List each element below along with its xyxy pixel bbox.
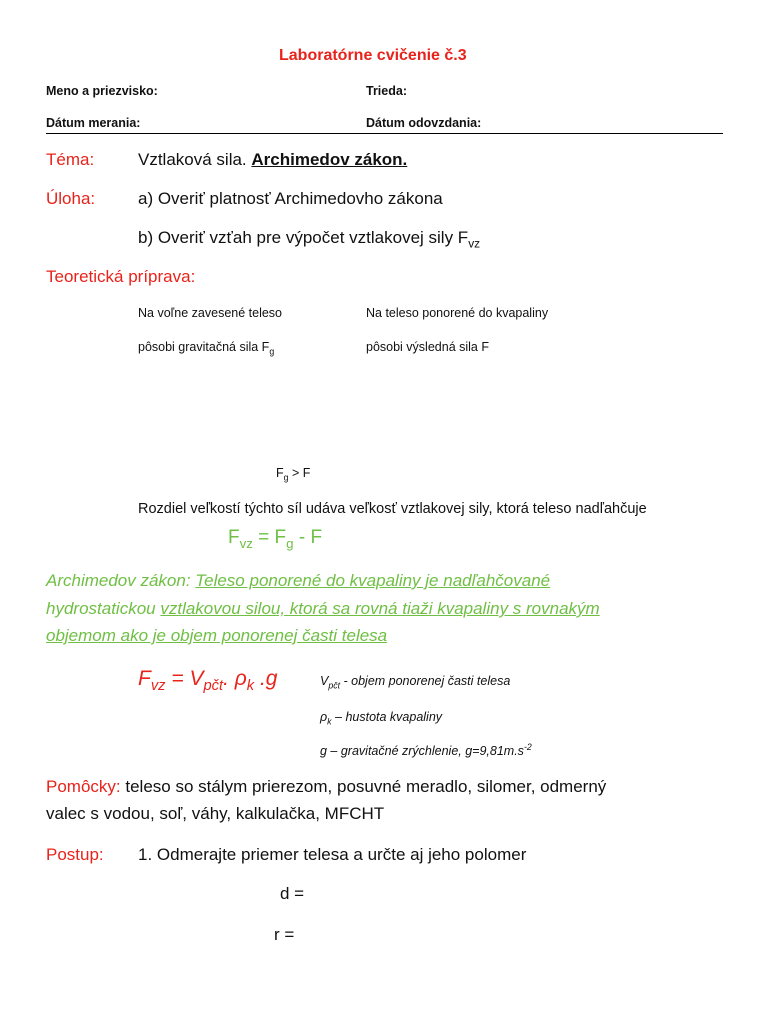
pomocky-line1 bbox=[46, 777, 606, 797]
uloha-b bbox=[138, 228, 480, 250]
measure-date-label: Dátum merania: bbox=[46, 116, 141, 130]
archimedes-line2-plain: hydrostatickou bbox=[46, 599, 161, 618]
archimedes-line2-ul: vztlakovou silou, ktorá sa rovná tiaži kvapaliny s rovnakým bbox=[160, 599, 600, 618]
tema-plain: Vztlaková sila. bbox=[138, 150, 247, 169]
archimedes-line2 bbox=[46, 599, 600, 619]
legend-gravity bbox=[320, 742, 532, 758]
ineq-sub: g bbox=[283, 472, 289, 483]
uloha-b-text: b) Overiť vzťah pre výpočet vztlakovej sily F bbox=[138, 228, 469, 247]
archimedes-line1 bbox=[46, 571, 550, 591]
ineq-f: F bbox=[276, 466, 284, 480]
uloha-label: Úloha: bbox=[46, 189, 96, 208]
legend-v: V bbox=[320, 674, 329, 688]
submit-date-label: Dátum odovzdania: bbox=[366, 116, 482, 130]
bf-sub-g: g bbox=[286, 535, 294, 551]
archimedes-formula bbox=[138, 667, 277, 694]
theory-left-sub: g bbox=[269, 346, 275, 357]
force-inequality bbox=[276, 466, 310, 483]
theory-right-line1: Na teleso ponorené do kvapaliny bbox=[366, 306, 549, 320]
uloha-b-sub: vz bbox=[468, 236, 481, 251]
pomocky-label: Pomôcky: bbox=[46, 777, 121, 796]
af-rho: . ρ bbox=[223, 667, 247, 690]
bf-sub-vz: vz bbox=[239, 535, 253, 551]
legend-rho-desc: – hustota kvapaliny bbox=[331, 710, 443, 724]
tema-label: Téma: bbox=[46, 150, 95, 169]
theory-right-line2: pôsobi výsledná sila F bbox=[366, 340, 489, 354]
legend-v-sub: pčt bbox=[328, 680, 341, 691]
af-sub-vz: vz bbox=[150, 678, 166, 695]
ineq-rest: > F bbox=[288, 466, 311, 480]
archimedes-line1-text: Teleso ponorené do kvapaliny je nadľahčované bbox=[195, 571, 551, 590]
legend-g: g – gravitačné zrýchlenie, g=9,81m.s bbox=[320, 744, 524, 759]
bf-f: F bbox=[228, 527, 240, 548]
header-divider bbox=[46, 133, 723, 134]
theory-left-text: pôsobi gravitačná sila F bbox=[138, 340, 270, 354]
legend-rho-sub: k bbox=[327, 716, 332, 727]
pomocky-text1: teleso so stálym prierezom, posuvné meradlo, silomer, odmerný bbox=[120, 777, 607, 796]
af-sub-pct: pčt bbox=[203, 678, 224, 695]
af-eq: = V bbox=[165, 667, 204, 690]
bf-eq: = F bbox=[252, 527, 287, 548]
theory-left-line2 bbox=[138, 340, 274, 357]
class-label: Trieda: bbox=[366, 84, 407, 98]
name-label: Meno a priezvisko: bbox=[46, 84, 158, 98]
theory-label: Teoretická príprava: bbox=[46, 267, 196, 286]
uloha-a: a) Overiť platnosť Archimedovho zákona bbox=[138, 189, 443, 208]
legend-rho: ρ bbox=[320, 710, 328, 724]
pomocky-line2: valec s vodou, soľ, váhy, kalkulačka, MFCHT bbox=[46, 804, 385, 823]
legend-v-desc: - objem ponorenej časti telesa bbox=[340, 674, 511, 688]
legend-g-sup: -2 bbox=[523, 742, 532, 752]
archimedes-prefix: Archimedov zákon: bbox=[46, 571, 196, 590]
buoyancy-formula bbox=[228, 527, 322, 551]
af-sub-k: k bbox=[246, 678, 255, 695]
diameter-field: d = bbox=[280, 884, 305, 903]
theory-left-line1: Na voľne zavesené teleso bbox=[138, 306, 283, 320]
archimedes-line3: objemom ako je objem ponorenej časti telesa bbox=[46, 626, 388, 645]
tema-bold: Archimedov zákon. bbox=[251, 150, 408, 169]
af-g: .g bbox=[254, 667, 278, 690]
tema-text bbox=[138, 150, 407, 170]
postup-step1: 1. Odmerajte priemer telesa a určte aj jeho polomer bbox=[138, 845, 527, 864]
legend-density bbox=[320, 710, 442, 727]
bf-rest: - F bbox=[293, 527, 323, 548]
radius-field: r = bbox=[274, 925, 295, 944]
postup-label: Postup: bbox=[46, 845, 104, 864]
page-title: Laboratórne cvičenie č.3 bbox=[279, 47, 467, 64]
legend-volume bbox=[320, 674, 510, 691]
af-f: F bbox=[138, 667, 151, 690]
difference-text: Rozdiel veľkostí týchto síl udáva veľkosť vztlakovej sily, ktorá teleso nadľahčuje bbox=[138, 501, 647, 517]
